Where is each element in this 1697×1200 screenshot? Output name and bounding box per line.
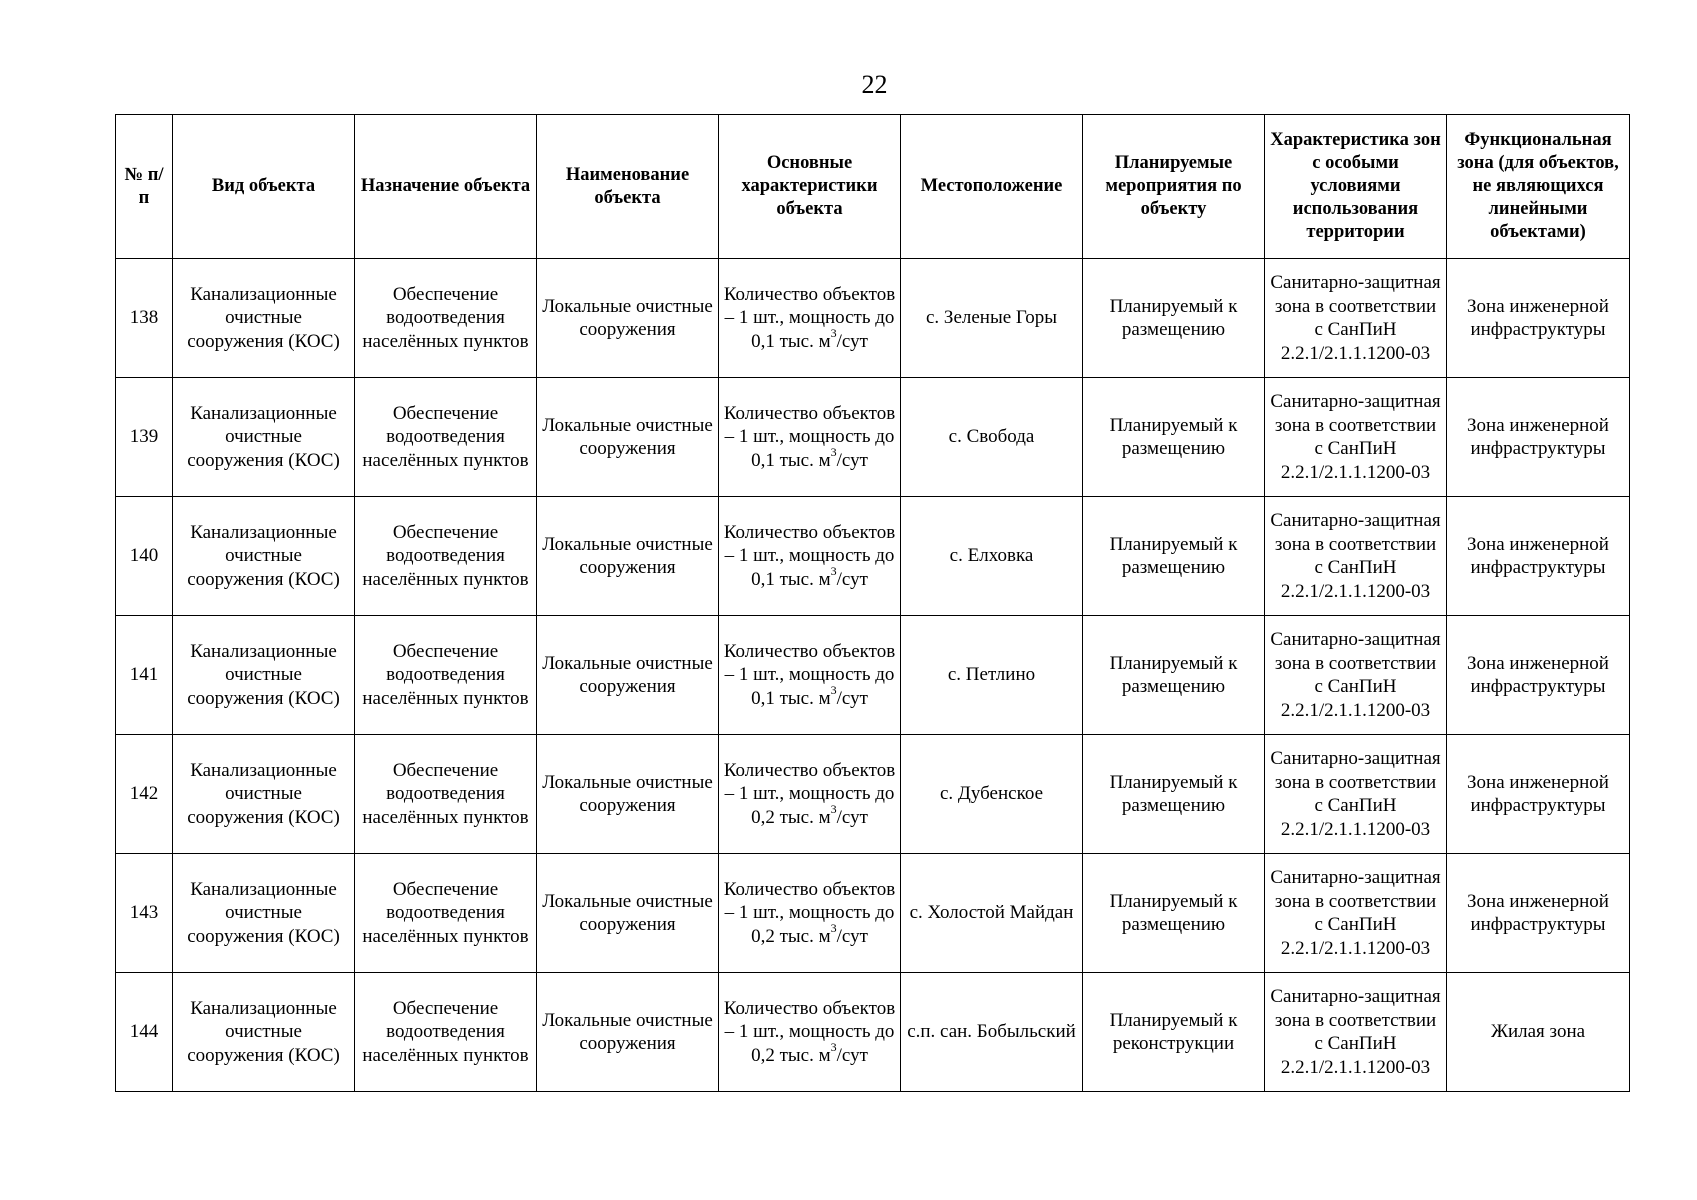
cell-num: 143	[116, 854, 173, 973]
unit-suffix: /сут	[836, 1044, 868, 1066]
cell-characteristics	[719, 259, 901, 378]
cell-zone-conditions: Санитарно-защитная зона в соответствии с СанПиН 2.2.1/2.1.1.1200-03	[1265, 259, 1447, 378]
cell-num: 144	[116, 973, 173, 1092]
header-functional-zone: Функциональная зона (для объектов, не являющихся линейными объектами)	[1447, 115, 1630, 259]
header-purpose: Назначение объекта	[355, 115, 537, 259]
cell-num: 138	[116, 259, 173, 378]
unit-exponent: 3	[830, 445, 837, 460]
cell-measures: Планируемый к реконструкции	[1083, 973, 1265, 1092]
cell-type: Канализационные очистные сооружения (КОС)	[173, 616, 355, 735]
cell-functional-zone: Зона инженерной инфраструктуры	[1447, 497, 1630, 616]
table-row	[116, 259, 1630, 378]
cell-type: Канализационные очистные сооружения (КОС)	[173, 973, 355, 1092]
cell-location: с. Свобода	[901, 378, 1083, 497]
cell-location: с. Петлино	[901, 616, 1083, 735]
table-header	[116, 115, 1630, 259]
cell-zone-conditions: Санитарно-защитная зона в соответствии с СанПиН 2.2.1/2.1.1.1200-03	[1265, 854, 1447, 973]
unit-suffix: /сут	[836, 330, 868, 352]
cell-type: Канализационные очистные сооружения (КОС)	[173, 735, 355, 854]
cell-purpose: Обеспечение водоотведения населённых пунктов	[355, 735, 537, 854]
cell-location: с. Елховка	[901, 497, 1083, 616]
cell-measures: Планируемый к размещению	[1083, 854, 1265, 973]
header-num: № п/п	[116, 115, 173, 259]
cell-purpose: Обеспечение водоотведения населённых пунктов	[355, 616, 537, 735]
table-body	[116, 259, 1630, 1092]
page-number: 22	[861, 70, 888, 99]
cell-name: Локальные очистные сооружения	[537, 378, 719, 497]
unit-suffix: /сут	[836, 687, 868, 709]
characteristics-text: Количество объектов – 1 шт., мощность до 0,1 тыс. м	[723, 402, 896, 471]
cell-functional-zone: Зона инженерной инфраструктуры	[1447, 259, 1630, 378]
cell-name: Локальные очистные сооружения	[537, 259, 719, 378]
cell-zone-conditions: Санитарно-защитная зона в соответствии с СанПиН 2.2.1/2.1.1.1200-03	[1265, 497, 1447, 616]
cell-characteristics	[719, 973, 901, 1092]
characteristics-text: Количество объектов – 1 шт., мощность до 0,1 тыс. м	[723, 283, 896, 352]
characteristics-text: Количество объектов – 1 шт., мощность до 0,1 тыс. м	[723, 640, 896, 709]
cell-functional-zone: Зона инженерной инфраструктуры	[1447, 616, 1630, 735]
cell-zone-conditions: Санитарно-защитная зона в соответствии с СанПиН 2.2.1/2.1.1.1200-03	[1265, 616, 1447, 735]
cell-zone-conditions: Санитарно-защитная зона в соответствии с СанПиН 2.2.1/2.1.1.1200-03	[1265, 735, 1447, 854]
unit-exponent: 3	[830, 564, 837, 579]
cell-purpose: Обеспечение водоотведения населённых пунктов	[355, 378, 537, 497]
header-type: Вид объекта	[173, 115, 355, 259]
cell-type: Канализационные очистные сооружения (КОС)	[173, 854, 355, 973]
table-row	[116, 378, 1630, 497]
cell-characteristics	[719, 497, 901, 616]
cell-num: 140	[116, 497, 173, 616]
cell-characteristics	[719, 378, 901, 497]
cell-measures: Планируемый к размещению	[1083, 616, 1265, 735]
cell-num: 141	[116, 616, 173, 735]
header-location: Местоположение	[901, 115, 1083, 259]
cell-type: Канализационные очистные сооружения (КОС)	[173, 497, 355, 616]
cell-num: 139	[116, 378, 173, 497]
cell-zone-conditions: Санитарно-защитная зона в соответствии с СанПиН 2.2.1/2.1.1.1200-03	[1265, 378, 1447, 497]
unit-exponent: 3	[830, 326, 837, 341]
unit-suffix: /сут	[836, 568, 868, 590]
table-row	[116, 735, 1630, 854]
cell-measures: Планируемый к размещению	[1083, 735, 1265, 854]
cell-type: Канализационные очистные сооружения (КОС)	[173, 378, 355, 497]
cell-location: с. Зеленые Горы	[901, 259, 1083, 378]
table-row	[116, 973, 1630, 1092]
cell-measures: Планируемый к размещению	[1083, 378, 1265, 497]
header-characteristics: Основные характеристики объекта	[719, 115, 901, 259]
unit-exponent: 3	[830, 921, 837, 936]
unit-exponent: 3	[830, 802, 837, 817]
cell-purpose: Обеспечение водоотведения населённых пунктов	[355, 259, 537, 378]
cell-name: Локальные очистные сооружения	[537, 497, 719, 616]
table-row	[116, 854, 1630, 973]
cell-functional-zone: Жилая зона	[1447, 973, 1630, 1092]
cell-measures: Планируемый к размещению	[1083, 259, 1265, 378]
characteristics-text: Количество объектов – 1 шт., мощность до 0,1 тыс. м	[723, 521, 896, 590]
characteristics-text: Количество объектов – 1 шт., мощность до 0,2 тыс. м	[723, 759, 896, 828]
cell-name: Локальные очистные сооружения	[537, 616, 719, 735]
unit-suffix: /сут	[836, 806, 868, 828]
cell-characteristics	[719, 735, 901, 854]
cell-measures: Планируемый к размещению	[1083, 497, 1265, 616]
cell-num: 142	[116, 735, 173, 854]
cell-purpose: Обеспечение водоотведения населённых пунктов	[355, 854, 537, 973]
cell-functional-zone: Зона инженерной инфраструктуры	[1447, 378, 1630, 497]
cell-purpose: Обеспечение водоотведения населённых пунктов	[355, 973, 537, 1092]
header-measures: Планируемые мероприятия по объекту	[1083, 115, 1265, 259]
cell-name: Локальные очистные сооружения	[537, 973, 719, 1092]
header-name: Наименование объекта	[537, 115, 719, 259]
unit-suffix: /сут	[836, 925, 868, 947]
table-row	[116, 497, 1630, 616]
cell-functional-zone: Зона инженерной инфраструктуры	[1447, 854, 1630, 973]
cell-characteristics	[719, 854, 901, 973]
cell-location: с. Холостой Майдан	[901, 854, 1083, 973]
characteristics-text: Количество объектов – 1 шт., мощность до 0,2 тыс. м	[723, 997, 896, 1066]
cell-zone-conditions: Санитарно-защитная зона в соответствии с СанПиН 2.2.1/2.1.1.1200-03	[1265, 973, 1447, 1092]
characteristics-text: Количество объектов – 1 шт., мощность до 0,2 тыс. м	[723, 878, 896, 947]
cell-type: Канализационные очистные сооружения (КОС)	[173, 259, 355, 378]
cell-functional-zone: Зона инженерной инфраструктуры	[1447, 735, 1630, 854]
unit-suffix: /сут	[836, 449, 868, 471]
unit-exponent: 3	[830, 1040, 837, 1055]
cell-name: Локальные очистные сооружения	[537, 735, 719, 854]
cell-name: Локальные очистные сооружения	[537, 854, 719, 973]
planned-objects-table	[115, 114, 1630, 1092]
header-row	[116, 115, 1630, 259]
header-zone-conditions: Характеристика зон с особыми условиями использования территории	[1265, 115, 1447, 259]
cell-location: с. Дубенское	[901, 735, 1083, 854]
table-row	[116, 616, 1630, 735]
cell-location: с.п. сан. Бобыльский	[901, 973, 1083, 1092]
cell-characteristics	[719, 616, 901, 735]
cell-purpose: Обеспечение водоотведения населённых пунктов	[355, 497, 537, 616]
unit-exponent: 3	[830, 683, 837, 698]
